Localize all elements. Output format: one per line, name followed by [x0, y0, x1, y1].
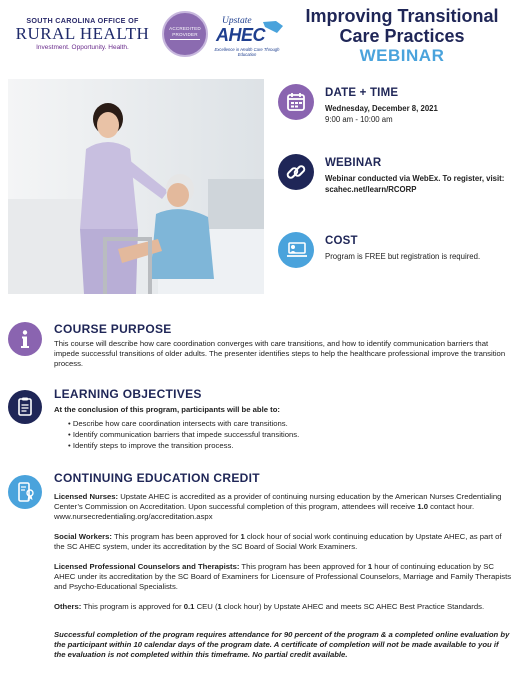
photo-illustration — [8, 79, 264, 294]
sc-office-line1: SOUTH CAROLINA OFFICE OF — [26, 16, 139, 25]
ce-social-workers-paragraph — [54, 532, 512, 552]
nurses-label: Licensed Nurses: — [54, 492, 119, 501]
title-line1: Improving Transitional — [305, 6, 499, 26]
sc-office-line2: RURAL HEALTH — [15, 24, 150, 43]
badge-divider — [170, 39, 200, 40]
phone-certificate-icon — [8, 475, 42, 509]
course-purpose-heading: COURSE PURPOSE — [54, 322, 172, 336]
social-hours: 1 — [240, 532, 245, 541]
social-text-a: This program has been approved for — [111, 532, 241, 541]
info-icon — [8, 322, 42, 356]
others-text-a: This program is approved for — [81, 602, 184, 611]
title-line3: WEBINAR — [359, 46, 445, 65]
sc-office-rural-health-logo — [10, 16, 155, 51]
calendar-icon — [278, 84, 314, 120]
webinar-block — [278, 154, 518, 204]
nurses-text-a: Upstate AHEC is accredited as a provider of continuing nursing education by the American Nurses Credentialing Center’s Commission on Accreditation. Upon successful completion of this program, attendees will receive — [54, 492, 502, 511]
ce-completion-note: Successful completion of the program requires attendance for 90 percent of the program & a completed online evaluation by the participant within 10 calendar days of the program date. A certificate of completion will not be made available to you if the evaluation is not completed within this timeframe. No partial credit available. — [54, 630, 510, 659]
social-text-b: clock hour of social work continuing education by Upstate AHEC, as part of the SC AHEC system, under its accreditation by the SC Board of Social Work Examiners. — [54, 532, 502, 551]
sc-office-tagline: Investment. Opportunity. Health. — [36, 44, 129, 51]
counselors-hours: 1 — [367, 562, 373, 571]
title-line2: Care Practices — [339, 26, 465, 46]
others-text-b: CEU ( — [194, 602, 218, 611]
others-clock: 1 — [217, 602, 222, 611]
date-text: Wednesday, December 8, 2021 — [325, 104, 438, 113]
accredited-provider-badge — [162, 11, 208, 57]
nurses-hours: 1.0 — [417, 502, 429, 511]
page-title — [286, 6, 518, 66]
ce-nurses-paragraph — [54, 492, 512, 522]
ce-others-paragraph — [54, 602, 512, 612]
time-text: 9:00 am - 10:00 am — [325, 115, 393, 124]
webinar-heading: WEBINAR — [325, 157, 382, 169]
list-item: • Identify steps to improve the transition process. — [68, 440, 299, 451]
learning-objectives-list — [68, 418, 299, 451]
ce-counselors-paragraph — [54, 562, 512, 592]
cost-heading: COST — [325, 235, 358, 247]
learning-objectives-intro: At the conclusion of this program, participants will be able to: — [54, 405, 280, 414]
list-item: • Describe how care coordination intersects with care transitions. — [68, 418, 299, 429]
others-label: Others: — [54, 602, 82, 611]
link-icon — [278, 154, 314, 190]
badge-line1: ACCREDITED — [169, 26, 201, 31]
learning-objectives-heading: LEARNING OBJECTIVES — [54, 387, 202, 401]
laptop-user-icon — [278, 232, 314, 268]
list-item: • Identify communication barriers that impede successful transitions. — [68, 429, 299, 440]
counselors-text-b: hour of continuing education by SC AHEC under its accreditation by the SC Board of Examiners for Licensure of Professional Counselors, Marriage and Family Therapists and Psycho-Educational Specialists. — [54, 562, 512, 591]
counselors-text-a: This program has been approved for — [239, 562, 368, 571]
ahec-tagline: Excellence in Health Care Through Education — [214, 47, 280, 57]
ahec-name: AHEC — [216, 25, 266, 45]
others-ceu: 0.1 — [183, 602, 195, 611]
upstate-ahec-logo — [210, 14, 282, 58]
badge-line2: PROVIDER — [172, 31, 198, 37]
sc-state-shape-icon — [262, 20, 284, 34]
social-label: Social Workers: — [54, 532, 112, 541]
date-heading: DATE + TIME — [325, 87, 399, 99]
webinar-text: Webinar conducted via WebEx. To register, visit: scahec.net/learn/RCORP — [325, 174, 505, 194]
nurse-patient-photo — [8, 79, 264, 294]
others-text-c: clock hour) by Upstate AHEC and meets SC AHEC Best Practice Standards. — [221, 602, 485, 611]
ce-credit-heading: CONTINUING EDUCATION CREDIT — [54, 471, 260, 485]
counselors-label: Licensed Professional Counselors and Therapists: — [54, 562, 240, 571]
cost-text: Program is FREE but registration is required. — [325, 252, 481, 261]
course-purpose-text: This course will describe how care coordination converges with care transitions, and how to identify communication barriers that impede successful transitions of older adults. The presenter identifies steps to help the healthcare professional improve the transition process. — [54, 339, 506, 368]
cost-block — [278, 232, 518, 272]
nurses-text-b: contact hour. www.nursecredentialing.org/accreditation.aspx — [54, 502, 475, 521]
clipboard-icon — [8, 390, 42, 424]
header — [0, 0, 524, 70]
ahec-upstate: Upstate — [222, 16, 252, 26]
date-time-block — [278, 84, 518, 134]
